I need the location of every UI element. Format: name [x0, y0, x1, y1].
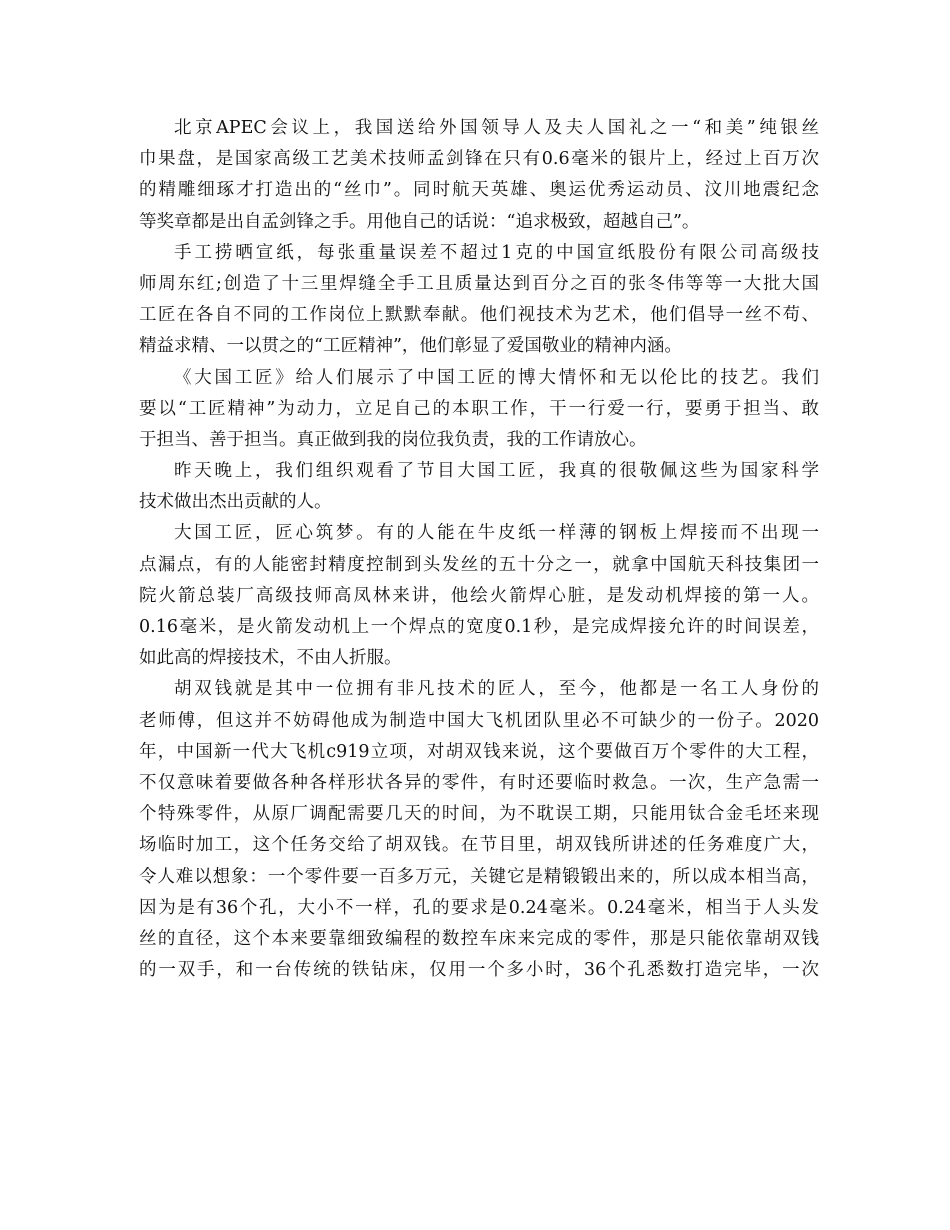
- paragraph-apec-gift: [139, 113, 819, 238]
- text-line: 要以“工匠精神”为动力，立足自己的本职工作，干一行爱一行，要勇于担当、敢: [139, 398, 819, 419]
- text-line: 巾果盘，是国家高级工艺美术技师孟剑锋在只有0.6毫米的银片上，经过上百万次: [139, 149, 819, 170]
- text-line: 昨天晚上，我们组织观看了节目大国工匠，我真的很敬佩这些为国家科学: [174, 461, 819, 482]
- text-line: 精益求精、一以贯之的“工匠精神”，他们彰显了爱国敬业的精神内涵。: [139, 336, 682, 357]
- text-line: 令人难以想象：一个零件要一百多万元，关键它是精锻锻出来的，所以成本相当高，: [139, 866, 819, 887]
- paragraph-xuan-paper: [139, 238, 819, 363]
- text-line: 如此高的焊接技术，不由人折服。: [139, 648, 402, 669]
- paragraph-great-craftsmen: [139, 363, 819, 457]
- text-line: 场临时加工，这个任务交给了胡双钱。在节目里，胡双钱所讲述的任务难度广大，: [139, 835, 819, 856]
- text-line: 等奖章都是出自孟剑锋之手。用他自己的话说：“追求极致，超越自己”。: [139, 211, 700, 232]
- text-line: 师周东红;创造了十三里焊缝全手工且质量达到百分之百的张冬伟等等一大批大国: [139, 273, 819, 294]
- paragraph-welding: [139, 518, 819, 674]
- text-line: 技术做出杰出贡献的人。: [139, 492, 332, 513]
- text-line: 丝的直径，这个本来要靠细致编程的数控车床来完成的零件，那是只能依靠胡双钱: [139, 928, 819, 949]
- text-line: 因为是有36个孔，大小不一样，孔的要求是0.24毫米。0.24毫米，相当于人头发: [139, 897, 819, 918]
- text-line: 北京APEC会议上，我国送给外国领导人及夫人国礼之一“和美”纯银丝: [174, 118, 819, 138]
- text-line: 大国工匠，匠心筑梦。有的人能在牛皮纸一样薄的钢板上焊接而不出现一: [174, 523, 819, 544]
- text-line: 0.16毫米，是火箭发动机上一个焊点的宽度0.1秒，是完成焊接允许的时间误差，: [139, 617, 819, 637]
- text-line: 院火箭总装厂高级技师高凤林来讲，他绘火箭焊心脏，是发动机焊接的第一人。: [139, 585, 819, 606]
- text-line: 不仅意味着要做各种各样形状各异的零件，有时还要临时救急。一次，生产急需一: [139, 772, 819, 793]
- text-line: 工匠在各自不同的工作岗位上默默奉献。他们视技术为艺术，他们倡导一丝不苟、: [139, 305, 819, 326]
- text-line: 胡双钱就是其中一位拥有非凡技术的匠人，至今，他都是一名工人身份的: [174, 679, 819, 700]
- paragraph-yesterday: [139, 456, 819, 518]
- text-line: 的精雕细琢才打造出的“丝巾”。同时航天英雄、奥运优秀运动员、汶川地震纪念: [139, 180, 819, 201]
- text-line: 于担当、善于担当。真正做到我的岗位我负责，我的工作请放心。: [139, 429, 647, 450]
- text-line: 的一双手，和一台传统的铁钻床，仅用一个多小时，36个孔悉数打造完毕，一次: [139, 960, 819, 981]
- text-line: 《大国工匠》给人们展示了中国工匠的博大情怀和无以伦比的技艺。我们: [174, 367, 819, 388]
- text-line: 点漏点，有的人能密封精度控制到头发丝的五十分之一，就拿中国航天科技集团一: [139, 554, 819, 575]
- text-line: 手工捞晒宣纸，每张重量误差不超过1克的中国宣纸股份有限公司高级技: [174, 242, 819, 263]
- paragraph-hu-shuangqian: [139, 674, 819, 986]
- text-line: 年，中国新一代大飞机c919立项，对胡双钱来说，这个要做百万个零件的大工程，: [139, 741, 819, 762]
- text-line: 个特殊零件，从原厂调配需要几天的时间，为不耽误工期，只能用钛合金毛坯来现: [139, 804, 819, 825]
- document-body: [139, 113, 819, 986]
- text-line: 老师傅，但这并不妨碍他成为制造中国大飞机团队里必不可缺少的一份子。2020: [139, 710, 819, 731]
